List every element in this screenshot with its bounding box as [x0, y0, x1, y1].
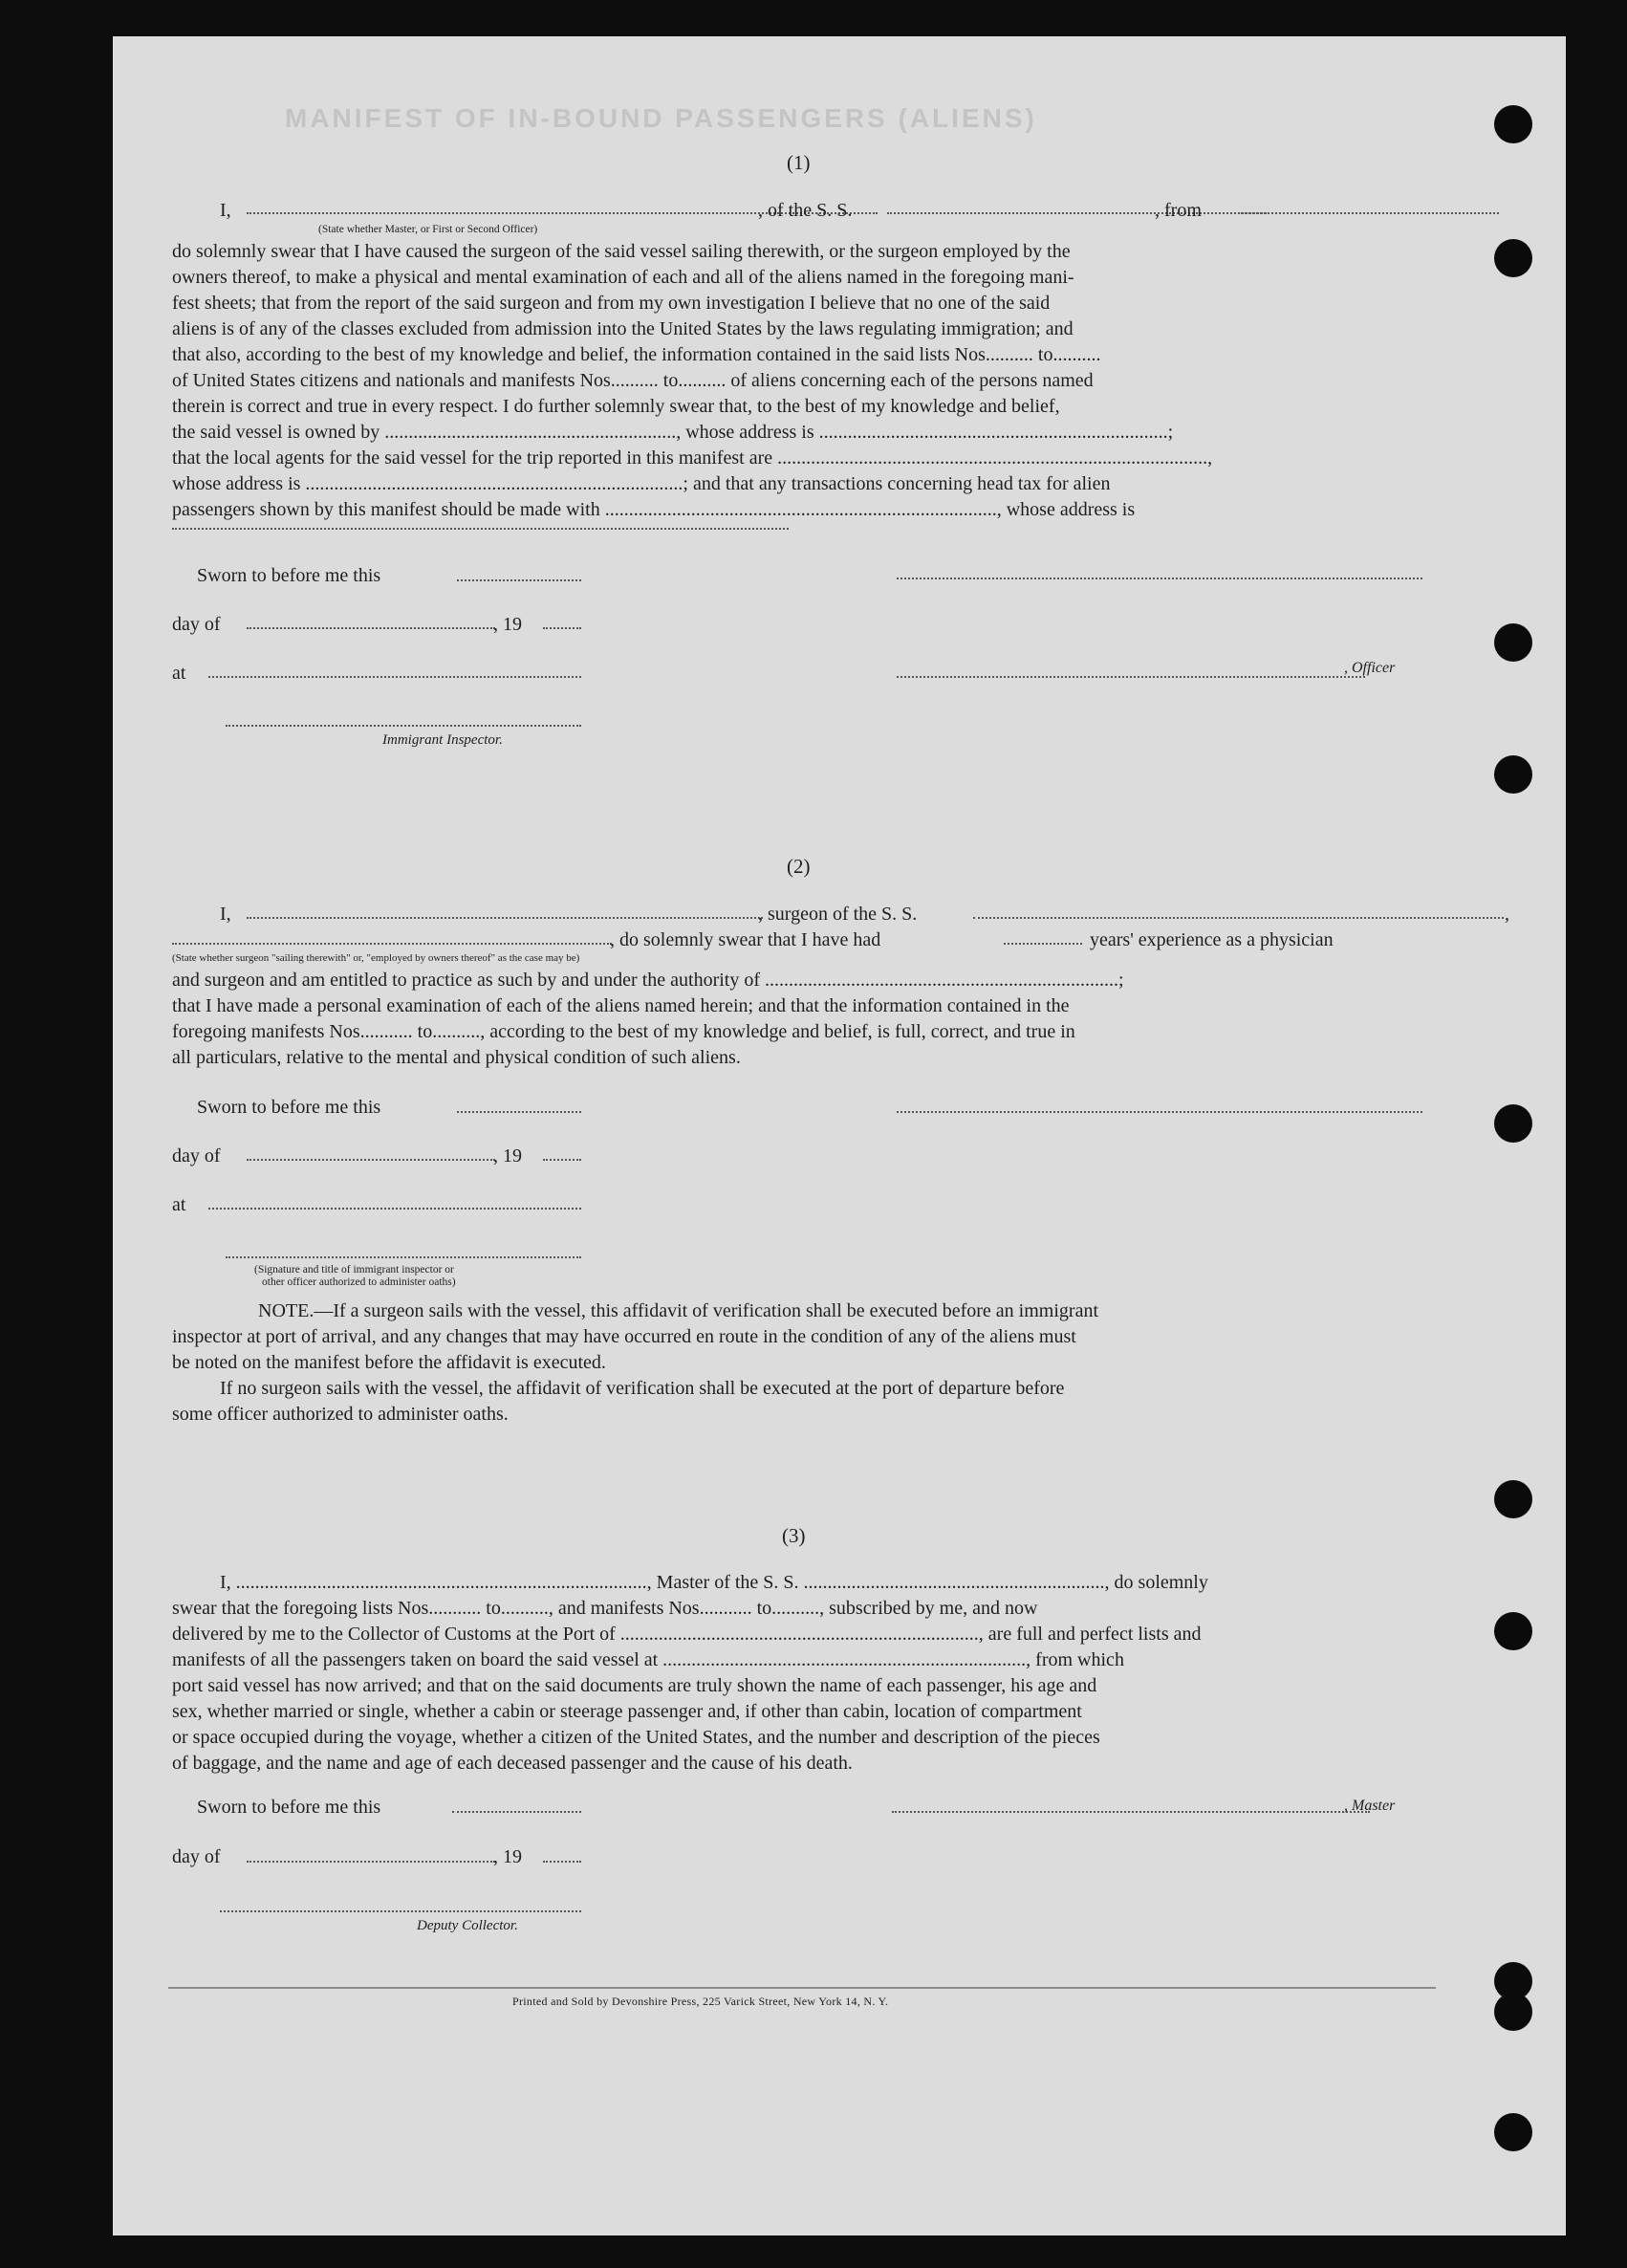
s2-line2-years: years' experience as a physician: [1090, 929, 1334, 950]
s1-inspector-label: Immigrant Inspector.: [382, 732, 503, 748]
s2-surgeon-note: (State whether surgeon "sailing therewith" or, "employed by owners thereof" as the case may be): [172, 952, 580, 964]
s1-at: at: [172, 663, 186, 684]
s1-sworn-field: [457, 579, 581, 581]
s3-year: , 19: [493, 1846, 522, 1867]
s1-day-field: [247, 627, 495, 629]
footer-rule: [168, 1987, 1436, 1989]
s2-line1-i: I,: [220, 904, 231, 925]
s1-officer-sig-line: [897, 676, 1365, 678]
s3-master-sig-line: [892, 1811, 1370, 1813]
s3-collector-label: Deputy Collector.: [417, 1918, 518, 1933]
s2-body: and surgeon and am entitled to practice as such by and under the authority of ..........................................................................; that I have made a personal examination of each of the aliens named herein; and that the information contained in the foregoing manifests Nos........... to.........., according to the best of my knowledge and belief, is full, correct, and true in all particulars, relative to the mental and physical condition of such aliens.: [172, 970, 1124, 1068]
s1-body: do solemnly swear that I have caused the surgeon of the said vessel sailing therewith, or the surgeon employed by the owners thereof, to make a physical and mental examination of each and all of the aliens named in the foregoing mani- fest sheets; that from the report of the said surgeon and from my own investigation I believe that no one of the said aliens is of any of the classes excluded from admission into the United States by the laws regulating immigration; and that also, according to the best of my knowledge and belief, the information contained in the said lists Nos.......... to.......... of United States citizens and nationals and manifests Nos.......... to.......... of aliens concerning each of the persons named therein is correct and true in every respect. I do further solemnly swear that, to the best of my knowledge and belief, the said vessel is owned by ............................................................., whose address is .........................................................................; that the local agents for the said vessel for the trip reported in this manifest are .........................................................................................., whose address is ...............................................................................; and that any transactions concerning head tax for alien passengers shown by this manifest should be made with .................................................................................., whose address is: [172, 241, 1213, 520]
s2-sworn: Sworn to before me this: [197, 1097, 381, 1118]
s2-year-field: [543, 1159, 581, 1161]
punch-hole: [1494, 239, 1532, 277]
s2-note: NOTE.—If a surgeon sails with the vessel, this affidavit of verification shall be executed before an immigrant inspector at port of arrival, and any changes that may have occurred en route in the condition of any of the aliens must be noted on the manifest before the affidavit is executed. If no surgeon sails with the vessel, the affidavit of verification shall be executed at the port of departure before some officer authorized to administer oaths.: [172, 1300, 1099, 1425]
s3-day-of: day of: [172, 1846, 221, 1867]
s2-day-field: [247, 1159, 495, 1161]
s1-sworn: Sworn to before me this: [197, 565, 381, 586]
s3-body: I, ......................................................................................, Master of the S. S. ..............................................................., do solemnly swear that the foregoing lists Nos........... to.........., and manifests Nos........... to.........., subscribed by me, and now delivered by me to the Collector of Customs at the Port of ..........................................................................., are full and perfect lists and manifests of all the passengers taken on board the said vessel at ............................................................................, from which port said vessel has now arrived; and that on the said documents are truly shown the name of each passenger, his age and sex, whether married or single, whether a cabin or steerage passenger and, if other than cabin, location of compartment or space occupied during the voyage, whether a citizen of the United States, and the number and description of the pieces of baggage, and the name and age of each deceased passenger and the cause of his death.: [172, 1572, 1208, 1774]
punch-hole: [1494, 1104, 1532, 1143]
form-page: [113, 36, 1566, 2235]
bleed-through-title: MANIFEST OF IN-BOUND PASSENGERS (ALIENS): [285, 103, 1037, 133]
s2-line2-swear: , do solemnly swear that I have had: [610, 929, 881, 950]
s2-ship-field: [973, 917, 1504, 919]
punch-hole: [1494, 755, 1532, 794]
s2-inspector-line: [226, 1256, 581, 1258]
s1-from-field: [1241, 212, 1499, 214]
printer-imprint: Printed and Sold by Devonshire Press, 225 Varick Street, New York 14, N. Y.: [512, 1995, 889, 2008]
s2-surgeon-sig-line: [897, 1111, 1422, 1113]
s2-at-field: [208, 1208, 581, 1210]
punch-hole: [1494, 1480, 1532, 1518]
s1-officer-sig-line-top: [897, 578, 1422, 579]
section-1-number: (1): [787, 151, 811, 174]
s2-sig-note-2: other officer authorized to administer oaths): [262, 1276, 456, 1288]
s1-at-field: [208, 676, 581, 678]
s1-officer-label: , Officer: [1344, 660, 1396, 676]
s1-inspector-line: [226, 725, 581, 727]
s1-line1-i: I,: [220, 200, 231, 221]
s1-ship-field: [887, 212, 1269, 214]
s1-line1-ship: , of the S. S.: [758, 200, 853, 221]
s1-address-field: [172, 528, 789, 530]
s2-sworn-field: [457, 1111, 581, 1113]
s2-sig-note-1: (Signature and title of immigrant inspector or: [254, 1264, 454, 1276]
s3-sworn-field: [452, 1811, 581, 1813]
s1-day-of: day of: [172, 614, 221, 635]
s2-surgeon-field: [247, 917, 763, 919]
punch-hole: [1494, 623, 1532, 662]
s1-year: , 19: [493, 614, 522, 635]
section-2-number: (2): [787, 855, 811, 878]
s2-at: at: [172, 1194, 186, 1215]
s2-surgeon-field-2: [172, 943, 612, 945]
s2-line1-comma: ,: [1505, 904, 1509, 925]
punch-hole: [1494, 105, 1532, 143]
section-3-number: (3): [782, 1524, 806, 1547]
s2-day-of: day of: [172, 1145, 221, 1167]
s3-sworn: Sworn to before me this: [197, 1797, 381, 1818]
s3-master-label: , Master: [1344, 1798, 1396, 1814]
s2-years-field: [1004, 943, 1082, 945]
s1-line1-from: , from: [1155, 200, 1202, 221]
s1-year-field: [543, 627, 581, 629]
s2-line1-ship: , surgeon of the S. S.: [758, 904, 918, 925]
s1-officer-note: (State whether Master, or First or Second Officer): [318, 224, 538, 235]
s3-year-field: [543, 1861, 581, 1863]
s3-day-field: [247, 1861, 495, 1863]
punch-hole: [1494, 1612, 1532, 1650]
s2-year: , 19: [493, 1145, 522, 1167]
punch-hole: [1494, 2113, 1532, 2151]
s3-collector-line: [220, 1910, 581, 1912]
punch-hole: [1494, 1993, 1532, 2031]
